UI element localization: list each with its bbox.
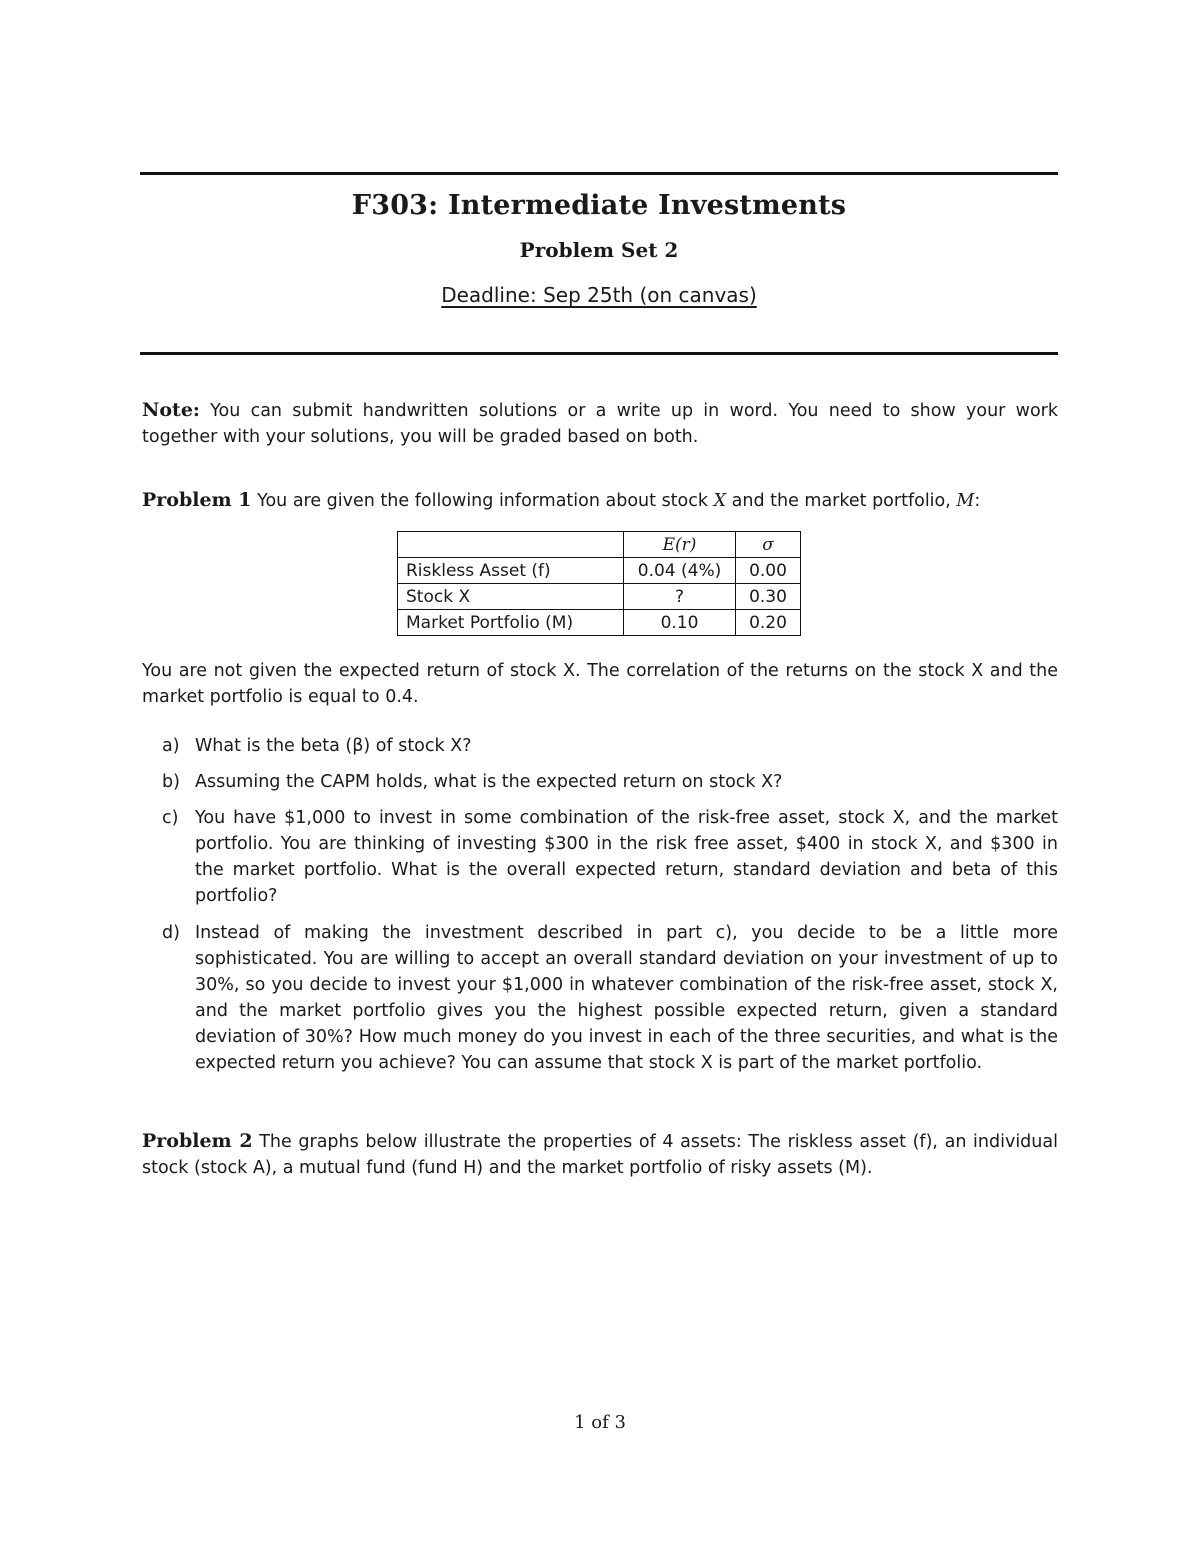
header-top-rule (140, 172, 1058, 175)
problem1-intro-b: and the market portfolio, (731, 491, 951, 511)
asset-table (397, 531, 801, 636)
question-text: What is the beta (β) of stock X? (195, 736, 472, 756)
table-cell-er: ? (624, 584, 736, 610)
table-row (398, 558, 801, 584)
table-cell-sigma: 0.00 (736, 558, 801, 584)
table-cell-sigma: 0.20 (736, 610, 801, 636)
deadline (140, 283, 1058, 307)
question-text: You have $1,000 to invest in some combination of the risk-free asset, stock X, and the market portfolio. You are thinking of investing $300 in the risk free asset, $400 in stock X, and $300 in the market portfolio. What is the overall expected return, standard deviation and beta of this portfolio? (195, 808, 1058, 906)
table-cell-er: 0.10 (624, 610, 736, 636)
note-label: Note: (142, 399, 200, 421)
deadline-text: Deadline: Sep 25th (on canvas) (441, 283, 757, 307)
table-cell-label: Stock X (398, 584, 624, 610)
question-label: c) (162, 808, 179, 828)
table-header-er: E(r) (624, 532, 736, 558)
table-cell-label: Market Portfolio (M) (398, 610, 624, 636)
header-bottom-rule (140, 352, 1058, 355)
problem1-intro-c: : (974, 491, 981, 511)
note-paragraph (142, 397, 1058, 450)
table-cell-label: Riskless Asset (f) (398, 558, 624, 584)
problem1-intro-var: X (713, 491, 727, 511)
problem1-intro-var2: M (956, 491, 975, 511)
question-text: Instead of making the investment described in part c), you decide to be a little more sophisticated. You are willing to accept an overall standard deviation on your investment of up to 30%, so you decide to invest your $1,000 in whatever combination of the risk-free asset, stock X, and the market portfolio gives you the highest possible expected return, given a standard deviation of 30%? How much money do you invest in each of the three securities, and what is the expected return you achieve? You can assume that stock X is part of the market portfolio. (195, 923, 1058, 1073)
document-title: F303: Intermediate Investments (351, 190, 847, 221)
table-cell-er: 0.04 (4%) (624, 558, 736, 584)
page-number: 1 of 3 (574, 1412, 626, 1433)
table-row (398, 610, 801, 636)
problem1-text: You are not given the expected return of stock X. The correlation of the returns on the stock X and the market portfolio is equal to 0.4. (142, 661, 1058, 707)
problem1-intro (142, 487, 1058, 514)
document-subtitle: Problem Set 2 (519, 238, 679, 262)
problem1-intro-a: You are given the following information about stock (257, 491, 709, 511)
table-header-sigma: σ (736, 532, 801, 558)
question-text: Assuming the CAPM holds, what is the expected return on stock X? (195, 772, 783, 792)
question-label: b) (162, 772, 180, 792)
table-row (398, 584, 801, 610)
problem2-intro (142, 1128, 1058, 1181)
problem1-label: Problem 1 (142, 489, 252, 511)
problem2-label: Problem 2 (142, 1130, 253, 1152)
question-label: a) (162, 736, 180, 756)
table-cell-sigma: 0.30 (736, 584, 801, 610)
table-header-empty (398, 532, 624, 558)
problem2-text: The graphs below illustrate the properties of 4 assets: The riskless asset (f), an individual stock (stock A), a mutual fund (fund H) and the market portfolio of risky assets (M). (142, 1132, 1058, 1178)
question-label: d) (162, 923, 180, 943)
note-text: You can submit handwritten solutions or a write up in word. You need to show your work together with your solutions, you will be graded based on both. (142, 401, 1058, 447)
table-header-row (398, 532, 801, 558)
